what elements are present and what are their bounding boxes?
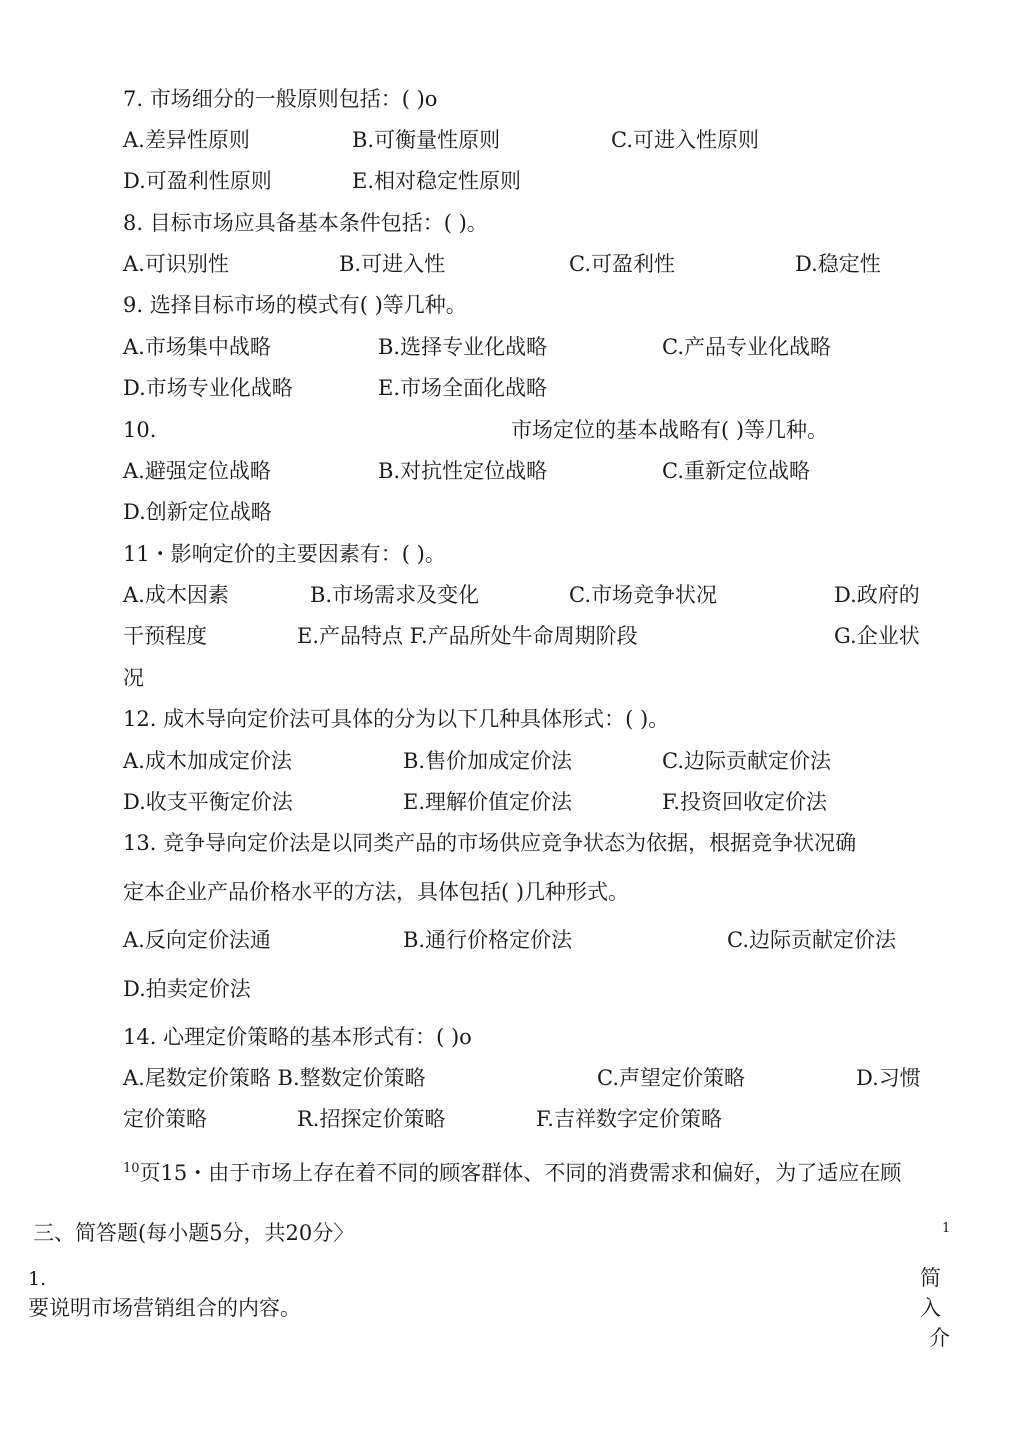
q12-option-d: D.收支平衡定价法 xyxy=(123,790,293,814)
q14-option-r: R.招探定价策略 xyxy=(297,1107,446,1131)
q12-option-c: C.边际贡献定价法 xyxy=(662,749,831,773)
q11-option-d: D.政府的 xyxy=(834,583,920,607)
q15-line xyxy=(123,1162,901,1184)
q7-option-c: C.可进入性原则 xyxy=(611,128,759,152)
q9-option-b: B.选择专业化战略 xyxy=(378,335,548,359)
q14-option-c: C.声望定价策略 xyxy=(597,1066,745,1090)
q12-stem: 12. 成木导向定价法可具体的分为以下几种具体形式：( )。 xyxy=(123,707,670,731)
q11-option-e-f: E.产品特点 F.产品所处牛命周期阶段 xyxy=(297,624,638,648)
q12-option-a: A.成木加成定价法 xyxy=(123,749,292,773)
q7-option-b: B.可衡量性原则 xyxy=(352,128,501,152)
q11-option-g: G.企业状 xyxy=(834,624,920,648)
q10-number: 10. xyxy=(123,418,157,442)
q7-stem: 7. 市场细分的一般原则包括：( )o xyxy=(123,87,438,111)
section-heading: 三、简答题(每小题5分，共20分〉 xyxy=(33,1221,355,1245)
margin-char-2: 入 xyxy=(920,1296,941,1320)
margin-char-1: 简 xyxy=(920,1266,941,1290)
q15-text: 页15・由于市场上存在着不同的顾客群体、不同的消费需求和偏好，为了适应在顾 xyxy=(139,1161,902,1185)
page-ref-marker: 10 xyxy=(123,1161,140,1176)
q10-option-b: B.对抗性定位战略 xyxy=(378,459,548,483)
q9-option-c: C.产品专业化战略 xyxy=(662,335,831,359)
q13-stem: 13. 竞争导向定价法是以同类产品的市场供应竞争状态为依据，根据竞争状况确 xyxy=(123,831,857,855)
q8-stem: 8. 目标市场应具备基本条件包括：( )。 xyxy=(123,211,488,235)
q9-stem: 9. 选择目标市场的模式有( )等几种。 xyxy=(123,293,467,317)
q13-stem-cont: 定本企业产品价格水平的方法，具体包括( )几种形式。 xyxy=(123,880,630,904)
q13-option-b: B.通行价格定价法 xyxy=(403,928,573,952)
q10-option-c: C.重新定位战略 xyxy=(662,459,810,483)
q8-option-c: C.可盈利性 xyxy=(569,252,675,276)
q10-option-a: A.避强定位战略 xyxy=(123,459,271,483)
margin-char-3: 介 xyxy=(929,1326,950,1350)
q11-option-d-cont: 干预程度 xyxy=(123,624,207,648)
q9-option-e: E.市场全面化战略 xyxy=(378,376,548,400)
q13-option-c: C.边际贡献定价法 xyxy=(727,928,896,952)
page-mark: 1 xyxy=(942,1221,951,1236)
q9-option-a: A.市场集中战略 xyxy=(123,335,271,359)
q9-option-d: D.市场专业化战略 xyxy=(123,376,293,400)
q11-option-a: A.成木因素 xyxy=(123,583,229,607)
q13-option-a: A.反向定价法通 xyxy=(123,928,271,952)
q13-option-d: D.拍卖定价法 xyxy=(123,977,251,1001)
q11-stem: 11・影响定价的主要因素有：( )。 xyxy=(123,542,446,566)
short-q1-number: 1. xyxy=(28,1268,47,1290)
short-q1-text: 要说明市场营销组合的内容。 xyxy=(28,1296,301,1320)
q11-option-b: B.市场需求及变化 xyxy=(310,583,480,607)
q8-option-d: D.稳定性 xyxy=(795,252,881,276)
q12-option-e: E.理解价值定价法 xyxy=(403,790,573,814)
q10-option-d: D.创新定位战略 xyxy=(123,500,272,524)
q8-option-a: A.可识别性 xyxy=(123,252,229,276)
q14-stem: 14. 心理定价策略的基本形式有：( )o xyxy=(123,1025,472,1049)
q7-option-d: D.可盈利性原则 xyxy=(123,169,272,193)
q12-option-b: B.售价加成定价法 xyxy=(403,749,573,773)
q14-option-a-b: A.尾数定价策略 B.整数定价策略 xyxy=(123,1066,426,1090)
q11-option-c: C.市场竞争状况 xyxy=(569,583,717,607)
q7-option-e: E.相对稳定性原则 xyxy=(352,169,522,193)
q11-option-g-cont: 况 xyxy=(123,666,144,690)
q14-option-d: D.习惯 xyxy=(856,1066,921,1090)
q10-stem: 市场定位的基本战略有( )等几种。 xyxy=(511,418,829,442)
q12-option-f: F.投资回收定价法 xyxy=(662,790,827,814)
q8-option-b: B.可进入性 xyxy=(339,252,446,276)
q14-option-d-cont: 定价策略 xyxy=(123,1107,207,1131)
q7-option-a: A.差异性原则 xyxy=(123,128,250,152)
q14-option-f: F.吉祥数字定价策略 xyxy=(536,1107,722,1131)
